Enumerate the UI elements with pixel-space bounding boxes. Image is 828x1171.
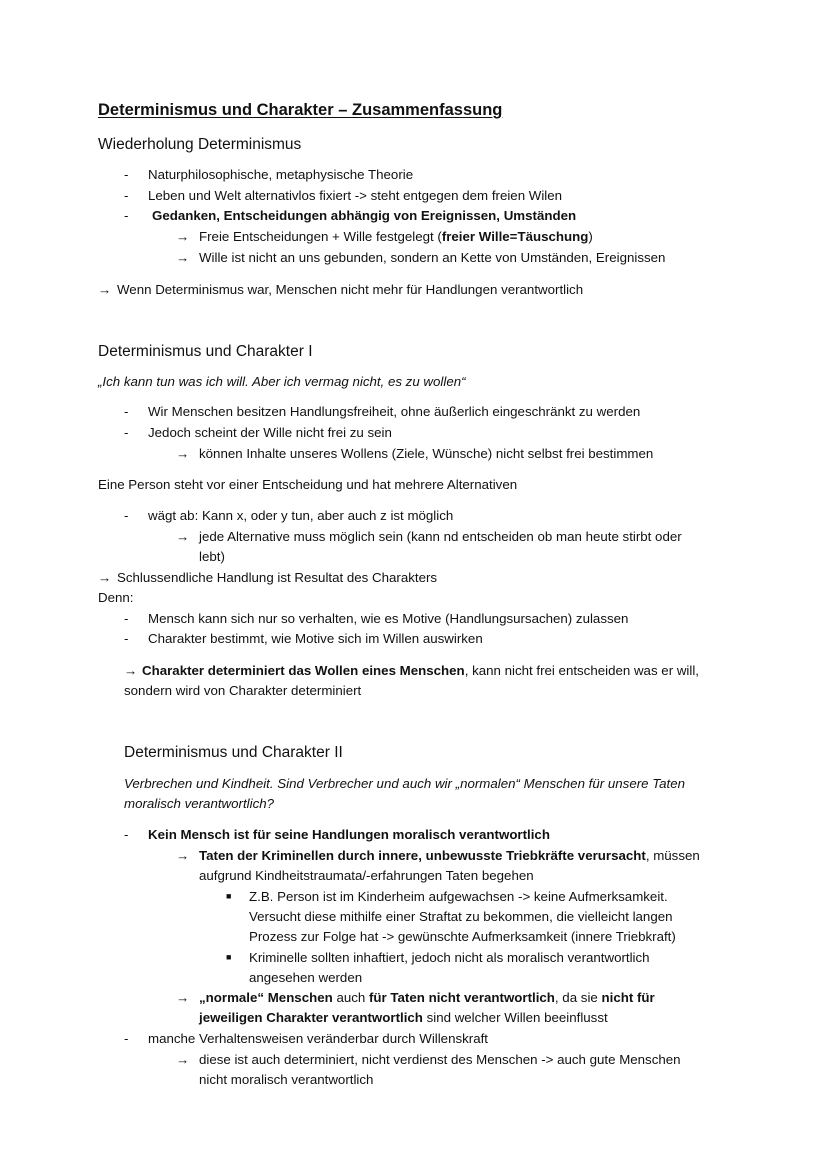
s3-arrow-3-line-2: nicht moralisch verantwortlich	[199, 1072, 374, 1087]
s1-conclusion: Wenn Determinismus war, Menschen nicht mehr für Handlungen verantwortlich	[117, 282, 584, 297]
s2-arrow-2-line-2: lebt)	[199, 549, 225, 564]
arrow-icon: →	[176, 990, 190, 1005]
s1-bullet-1: Naturphilosophische, metaphysische Theorie	[148, 167, 414, 182]
s3-square-1-line-1: Z.B. Person ist im Kinderheim aufgewachsen -> keine Aufmerksamkeit.	[249, 889, 668, 904]
s2-bullet-3: wägt ab: Kann x, oder y tun, aber auch z ist möglich	[148, 508, 454, 523]
bullet-dash: -	[124, 404, 129, 419]
document-title: Determinismus und Charakter – Zusammenfassung	[98, 101, 503, 119]
s1-arrow-2: Wille ist nicht an uns gebunden, sondern an Kette von Umständen, Ereignissen	[199, 250, 666, 265]
s2-conclusion: Schlussendliche Handlung ist Resultat des Charakters	[117, 570, 438, 585]
s3-square-2-line-1: Kriminelle sollten inhaftiert, jedoch nicht als moralisch verantwortlich	[249, 950, 650, 965]
s1-bullet-3: Gedanken, Entscheidungen abhängig von Ereignissen, Umständen	[152, 208, 577, 223]
bullet-dash: -	[124, 827, 129, 842]
arrow-icon: →	[98, 282, 112, 297]
s3-square-2-line-2: angesehen werden	[249, 970, 363, 985]
arrow-icon: →	[176, 446, 190, 461]
bullet-dash: -	[124, 167, 129, 182]
s3-arrow-1-line-1: Taten der Kriminellen durch innere, unbewusste Triebkräfte verursacht, müssen	[199, 848, 700, 863]
s2-arrow-1: können Inhalte unseres Wollens (Ziele, Wünsche) nicht selbst frei bestimmen	[199, 446, 654, 461]
s3-bullet-2: manche Verhaltensweisen veränderbar durch Willenskraft	[148, 1031, 488, 1046]
s2-arrow-2-line-1: jede Alternative muss möglich sein (kann nd entscheiden ob man heute stirbt oder	[199, 529, 682, 544]
s2-quote: „Ich kann tun was ich will. Aber ich vermag nicht, es zu wollen“	[98, 374, 466, 389]
s3-question-line-2: moralisch verantwortlich?	[124, 796, 275, 811]
s1-arrow-1: Freie Entscheidungen + Wille festgelegt (freier Wille=Täuschung)	[199, 229, 593, 244]
s3-arrow-2-line-2: jeweiligen Charakter verantwortlich sind welcher Willen beeinflusst	[199, 1010, 608, 1025]
bullet-dash: -	[124, 631, 129, 646]
s2-bullet-2: Jedoch scheint der Wille nicht frei zu sein	[148, 425, 392, 440]
arrow-icon: →	[176, 848, 190, 863]
arrow-icon: →	[98, 570, 112, 585]
s2-bullet-4: Mensch kann sich nur so verhalten, wie es Motive (Handlungsursachen) zulassen	[148, 611, 629, 626]
arrow-icon: →	[176, 529, 190, 544]
s3-question-line-1: Verbrechen und Kindheit. Sind Verbrecher und auch wir „normalen“ Menschen für unsere Taten	[124, 776, 686, 791]
arrow-icon: →	[176, 1052, 190, 1067]
bullet-dash: -	[124, 208, 129, 223]
s2-paragraph: Eine Person steht vor einer Entscheidung und hat mehrere Alternativen	[98, 477, 518, 492]
s3-arrow-1-line-2: aufgrund Kindheitstraumata/-erfahrungen Taten begehen	[199, 868, 534, 883]
s3-square-1-line-2: Versucht diese mithilfe einer Straftat zu bekommen, die vielleicht langen	[249, 909, 673, 924]
square-bullet-icon: ■	[226, 952, 232, 962]
section-heading-wiederholung: Wiederholung Determinismus	[98, 136, 302, 153]
arrow-icon: →	[124, 663, 138, 678]
s2-bullet-5: Charakter bestimmt, wie Motive sich im Willen auswirken	[148, 631, 483, 646]
arrow-icon: →	[176, 250, 190, 265]
s1-bullet-2: Leben und Welt alternativlos fixiert -> steht entgegen dem freien Wilen	[148, 188, 563, 203]
s3-bullet-1: Kein Mensch ist für seine Handlungen moralisch verantwortlich	[148, 827, 550, 842]
square-bullet-icon: ■	[226, 891, 232, 901]
s2-denn: Denn:	[98, 590, 134, 605]
s2-bullet-1: Wir Menschen besitzen Handlungsfreiheit, ohne äußerlich eingeschränkt zu werden	[148, 404, 641, 419]
section-heading-charakter-1: Determinismus und Charakter I	[98, 343, 313, 360]
bullet-dash: -	[124, 508, 129, 523]
arrow-icon: →	[176, 229, 190, 244]
bullet-dash: -	[124, 188, 129, 203]
s3-square-1-line-3: Prozess zur Folge hat -> gewünschte Aufmerksamkeit (innere Triebkraft)	[249, 929, 676, 944]
bullet-dash: -	[124, 1031, 129, 1046]
s3-arrow-3-line-1: diese ist auch determiniert, nicht verdienst des Menschen -> auch gute Menschen	[199, 1052, 681, 1067]
bullet-dash: -	[124, 425, 129, 440]
bullet-dash: -	[124, 611, 129, 626]
section-heading-charakter-2: Determinismus und Charakter II	[124, 744, 343, 761]
s2-final-line-2: sondern wird von Charakter determiniert	[124, 683, 362, 698]
s2-final-line-1: Charakter determiniert das Wollen eines Menschen, kann nicht frei entscheiden was er will,	[142, 663, 699, 678]
s3-arrow-2-line-1: „normale“ Menschen auch für Taten nicht verantwortlich, da sie nicht für	[199, 990, 655, 1005]
